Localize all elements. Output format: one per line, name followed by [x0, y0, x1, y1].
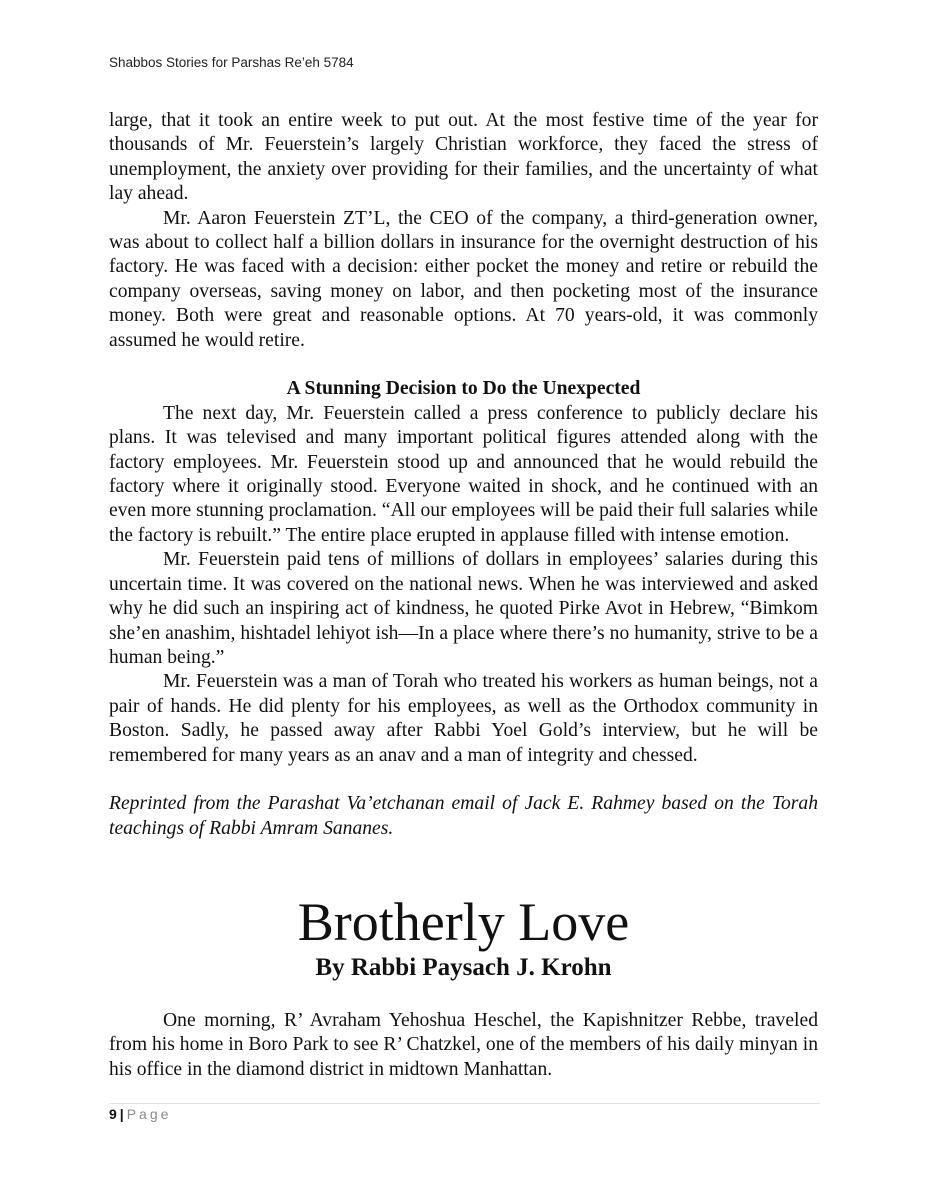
paragraph: One morning, R’ Avraham Yehoshua Heschel, the Kapishnitzer Rebbe, traveled from his home in Boro Park to see R’ Chatzkel, one of the members of his daily minyan in his office in the diamond district in midtown Manhattan. [109, 1010, 818, 1080]
footer-separator: | [119, 1106, 124, 1122]
story1-text-block [109, 109, 818, 841]
blank-line [109, 768, 818, 792]
paragraph: The next day, Mr. Feuerstein called a press conference to publicly declare his plans. It was televised and many important political figures attended along with the factory employees. Mr. Feuerstein stood up and announced that he would rebuild the factory where it originally stood. Everyone waited in shock, and he continued with an even more stunning proclamation. “All our employees will be paid their full salaries while the factory is rebuilt.” The entire place erupted in applause filled with intense emotion. [109, 402, 818, 546]
paragraph: Mr. Feuerstein paid tens of millions of dollars in employees’ salaries during this uncertain time. It was covered on the national news. When he was interviewed and asked why he did such an inspiring act of kindness, he quoted Pirke Avot in Hebrew, “Bimkom she’en anashim, hishtadel lehiyot ish—In a place where there’s no humanity, strive to be a human being.” [109, 549, 818, 668]
page-footer [109, 1106, 171, 1122]
section-heading: A Stunning Decision to Do the Unexpected [286, 378, 641, 400]
page-number: 9 [109, 1106, 117, 1122]
running-header: Shabbos Stories for Parshas Re’eh 5784 [109, 55, 354, 70]
story-title: Brotherly Love [297, 892, 630, 952]
paragraph: Mr. Aaron Feuerstein ZT’L, the CEO of the company, a third-generation owner, was about to collect half a billion dollars in insurance for the overnight destruction of his factory. He was faced with a decision: either pocket the money and retire or rebuild the company overseas, saving money on labor, and then pocketing most of the insurance money. Both were great and reasonable options. At 70 years-old, it was commonly assumed he would retire. [109, 207, 818, 351]
page-label: Page [126, 1106, 172, 1122]
paragraph: Mr. Feuerstein was a man of Torah who treated his workers as human beings, not a pair of hands. He did plenty for his employees, as well as the Orthodox community in Boston. Sadly, he passed away after Rabbi Yoel Gold’s interview, but he will be remembered for many years as an anav and a man of integrity and chessed. [109, 671, 818, 766]
footer-divider [109, 1103, 820, 1104]
paragraph: large, that it took an entire week to put out. At the most festive time of the year for thousands of Mr. Feuerstein’s largely Christian workforce, they faced the stress of unemployment, the anxiety over providing for their families, and the uncertainty of what lay ahead. [109, 110, 818, 205]
story2-text-block [109, 1009, 818, 1082]
reprint-credit: Reprinted from the Parashat Va’etchanan email of Jack E. Rahmey based on the Torah teachings of Rabbi Amram Sananes. [109, 793, 818, 839]
story-byline: By Rabbi Paysach J. Krohn [315, 954, 612, 981]
blank-line [109, 353, 818, 377]
